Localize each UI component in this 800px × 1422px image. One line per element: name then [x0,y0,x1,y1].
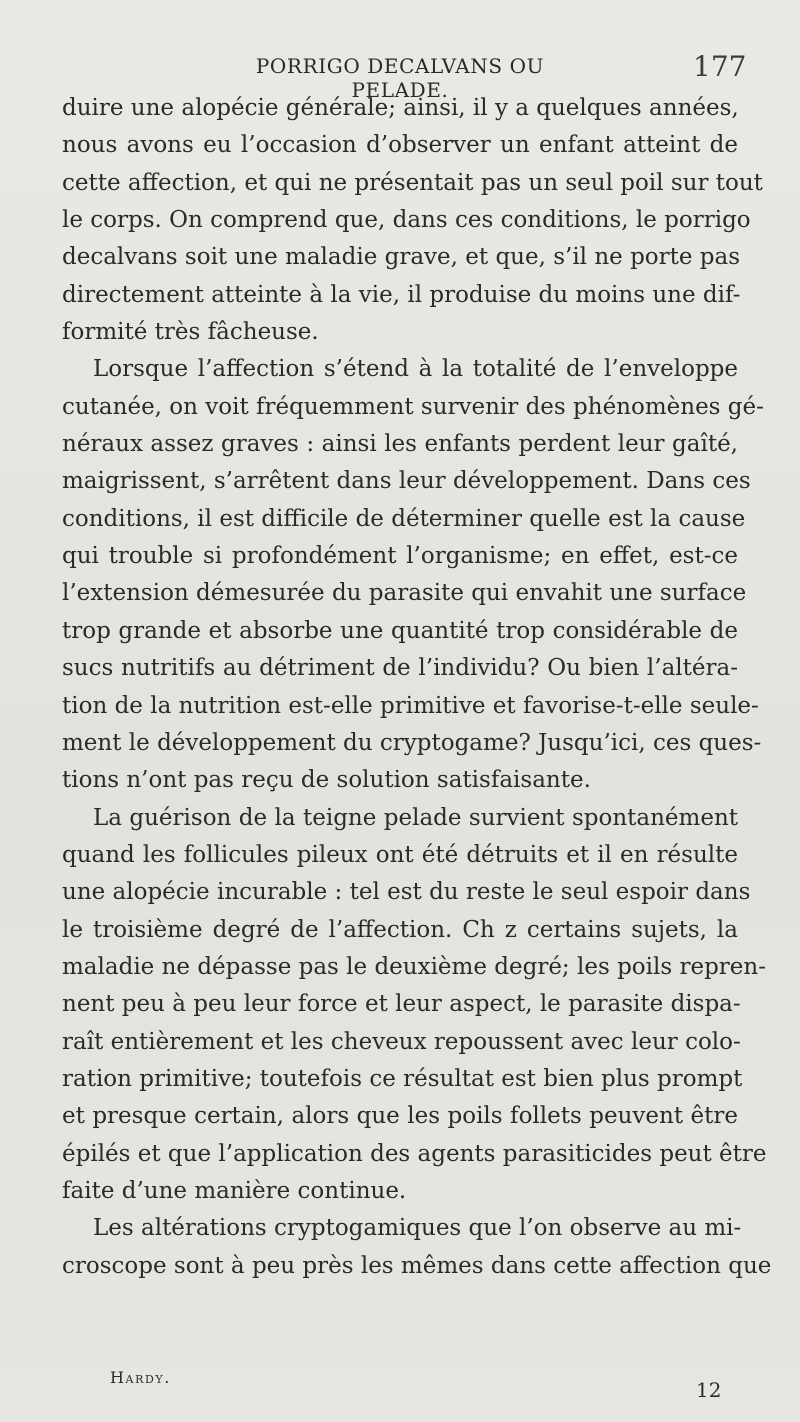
text-line: Les altérations cryptogamiques que l’on observe au mi- [93,1215,742,1242]
text-line: une alopécie incurable : tel est du reste le seul espoir dans [62,879,751,906]
text-line: sucs nutritifs au détriment de l’individu? Ou bien l’altéra- [62,655,738,682]
text-line: maladie ne dépasse pas le deuxième degré; les poils repren- [62,953,766,980]
page-number: 177 [693,50,747,83]
text-line: le corps. On comprend que, dans ces conditions, le porrigo [62,207,751,234]
text-line: Lorsque l’affection s’étend à la totalité de l’enveloppe [93,356,738,383]
text-line: et presque certain, alors que les poils follets peuvent être [62,1103,738,1130]
text-line: maigrissent, s’arrêtent dans leur développement. Dans ces [62,468,751,495]
text-line: formité très fâcheuse. [62,319,319,346]
text-line: decalvans soit une maladie grave, et que, s’il ne porte pas [62,244,741,271]
text-line: nous avons eu l’occasion d’observer un enfant atteint de [62,132,738,159]
text-line: La guérison de la teigne pelade survient spontanément [93,804,738,831]
text-line: ration primitive; toutefois ce résultat est bien plus prompt [62,1065,743,1092]
page-header [0,50,800,102]
text-line: conditions, il est difficile de déterminer quelle est la cause [62,505,746,532]
text-line: cette affection, et qui ne présentait pas un seul poil sur tout [62,169,763,196]
text-line: l’extension démesurée du parasite qui envahit une surface [62,580,747,607]
text-line: le troisième degré de l’affection. Ch z certains sujets, la [62,916,738,943]
text-line: cutanée, on voit fréquemment survenir des phénomènes gé- [62,393,764,420]
text-line: directement atteinte à la vie, il produise du moins une dif- [62,281,741,308]
text-line: tions n’ont pas reçu de solution satisfaisante. [62,767,591,794]
text-line: trop grande et absorbe une quantité trop considérable de [62,617,738,644]
text-line: faite d’une manière continue. [62,1177,407,1204]
text-line: croscope sont à peu près les mêmes dans cette affection que [62,1252,772,1279]
text-line: tion de la nutrition est-elle primitive et favorise-t-elle seule- [62,692,759,719]
signature-number: 12 [696,1378,722,1402]
text-line: épilés et que l’application des agents parasiticides peut être [62,1140,767,1167]
text-line: raît entièrement et les cheveux repoussent avec leur colo- [62,1028,741,1055]
text-line: néraux assez graves : ainsi les enfants perdent leur gaîté, [62,431,738,458]
body-text [62,90,772,1285]
text-line: nent peu à peu leur force et leur aspect, le parasite dispa- [62,991,741,1018]
text-line: qui trouble si profondément l’organisme; en effet, est-ce [62,543,738,570]
page-footer [0,1368,800,1408]
text-line: duire une alopécie générale; ainsi, il y a quelques années, [62,95,739,121]
text-line: quand les follicules pileux ont été détruits et il en résulte [62,841,738,868]
running-title: PORRIGO DECALVANS OU PELADE. [255,54,545,102]
printer-signature: Hardy. [110,1368,171,1387]
text-line: ment le développement du cryptogame? Jusqu’ici, ces ques- [62,729,762,756]
